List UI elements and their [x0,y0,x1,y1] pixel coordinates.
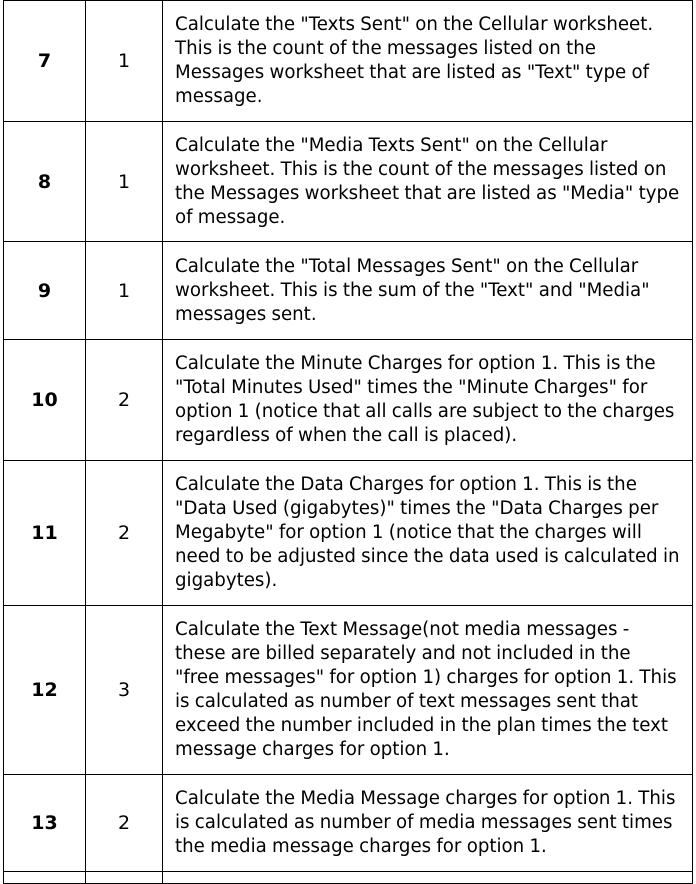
table-row [4,606,693,775]
table-row [4,340,693,461]
step-description [163,461,693,606]
points-value: 1 [86,242,163,340]
step-description-text: Calculate the Minute Charges for option 1. This is the "Total Minutes Used" times the "Minute Charges" for option 1 (notice that all calls are subject to the charges regardless of when the call is placed). [175,353,675,446]
step-number: 12 [4,606,86,775]
step-number: 10 [4,340,86,461]
step-description-text: Calculate the Data Charges for option 1. This is the "Data Used (gigabytes)" times the "Data Charges per Megabyte" for option 1 (notice that the charges will need to be adjusted since the data used is calculated in gigabytes). [175,474,680,591]
table-row [4,461,693,606]
step-number: 7 [4,1,86,122]
points-value: 2 [86,340,163,461]
table-row [4,775,693,872]
step-description [163,340,693,461]
points-value: 1 [86,122,163,242]
step-number: 8 [4,122,86,242]
instructions-table [3,0,693,884]
step-description [163,606,693,775]
table-row [4,872,693,884]
step-description [163,122,693,242]
step-description [163,775,693,872]
table-row [4,242,693,340]
points-value: 3 [86,606,163,775]
step-description-text: Calculate the Media Message charges for option 1. This is calculated as number of media messages sent times the media message charges for option 1. [175,788,676,857]
points-value: 1 [86,1,163,122]
step-description-text: Calculate the "Media Texts Sent" on the Cellular worksheet. This is the count of the messages listed on the Messages worksheet that are listed as "Media" type of message. [175,134,680,228]
step-description-text: Calculate the Text Message(not media messages - these are billed separately and not included in the "free messages" for option 1) charges for option 1. This is calculated as number of text messages sent that exceed the number included in the plan times the text message charges for option 1. [175,619,677,760]
step-number: 9 [4,242,86,340]
step-description [163,1,693,122]
empty-cell [86,872,163,884]
points-value: 2 [86,775,163,872]
table-row [4,122,693,242]
empty-cell [163,872,693,884]
empty-cell [4,872,86,884]
step-number: 11 [4,461,86,606]
points-value: 2 [86,461,163,606]
step-description-text: Calculate the "Texts Sent" on the Cellular worksheet. This is the count of the messages listed on the Messages worksheet that are listed as "Text" type of message. [175,14,654,107]
table-row [4,1,693,122]
step-number: 13 [4,775,86,872]
step-description [163,242,693,340]
step-description-text: Calculate the "Total Messages Sent" on the Cellular worksheet. This is the sum of the "Text" and "Media" messages sent. [175,255,650,325]
